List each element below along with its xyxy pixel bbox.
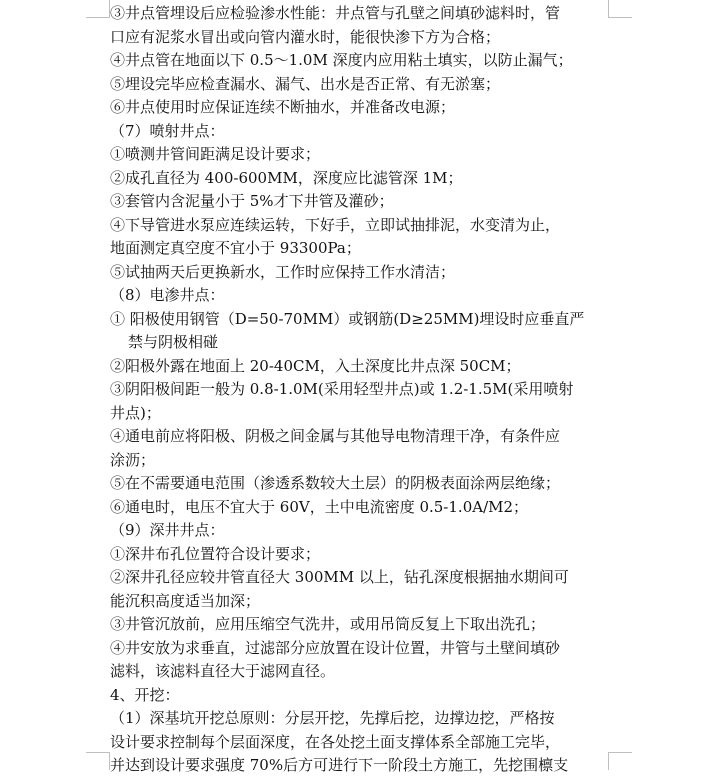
text-line: 滤料，该滤料直径大于滤网直径。 — [110, 662, 336, 680]
text-line: ③井点管埋设后应检验渗水性能：井点管与孔壁之间填砂滤料时，管 — [110, 4, 561, 22]
text-line: ④井点管在地面以下 0.5～1.0M 深度内应用粘土填实，以防止漏气； — [110, 51, 573, 69]
text-line: 井点)； — [110, 403, 161, 422]
text-line: ⑥井点使用时应保证连续不断抽水，并准备改电源； — [110, 98, 456, 116]
text-line: ②成孔直径为 400-600MM，深度应比滤管深 1M； — [110, 168, 463, 187]
text-line: ⑥通电时，电压不宜大于 60V，土中电流密度 0.5-1.0A/M2； — [110, 497, 529, 516]
text-line: ④下导管进水泵应连续运转，下好手，立即试抽排泥，水变清为止， — [110, 215, 561, 234]
section-heading: （9）深井井点： — [110, 521, 225, 539]
text-line: （1）深基坑开挖总原则：分层开挖，先撑后挖，边撑边挖，严格按 — [110, 709, 555, 727]
text-line: 涂沥； — [110, 450, 156, 469]
section-heading: （7）喷射井点： — [110, 121, 225, 140]
crop-mark-top-right — [608, 17, 632, 18]
text-line: 口应有泥浆水冒出或向管内灌水时，能很快渗下方为合格； — [110, 27, 501, 46]
text-line: ③阴阳极间距一般为 0.8-1.0M(采用轻型井点)或 1.2-1.5M(采用喷射 — [110, 380, 574, 398]
text-line: 设计要求控制每个层面深度，在各处挖土面支撑体系全部施工完毕， — [110, 732, 561, 751]
text-line: ②阳极外露在地面上 20-40CM，入土深度比井点深 50CM； — [110, 356, 521, 375]
text-line: ① 阳极使用钢管（D=50-70MM）或钢筋(D≥25MM)埋设时应垂直严 — [110, 309, 585, 328]
text-line: ④通电前应将阳极、阴极之间金属与其他导电物清理干净，有条件应 — [110, 427, 561, 445]
text-line: ①深井布孔位置符合设计要求； — [110, 544, 321, 563]
text-line: 并达到设计要求强度 70%后方可进行下一阶段土方施工，先挖围檩支 — [110, 756, 569, 774]
text-line: 禁与阴极相碰 — [128, 333, 219, 351]
text-line: ⑤在不需要通电范围（渗透系数较大土层）的阴极表面涂两层绝缘； — [110, 474, 561, 492]
text-line: ①喷测井管间距满足设计要求； — [110, 145, 321, 163]
text-line: 地面测定真空度不宜小于 93300Pa； — [110, 239, 361, 257]
text-line: ⑤埋设完毕应检查漏水、漏气、出水是否正常、有无淤塞； — [110, 74, 501, 93]
crop-mark-bottom-left — [86, 752, 110, 753]
text-line: ⑤试抽两天后更换新水，工作时应保持工作水清洁； — [110, 262, 456, 281]
text-line: ④井安放为求垂直，过滤部分应放置在设计位置，井管与土壁间填砂 — [110, 638, 561, 657]
text-line: ③套管内含泥量小于 5%才下井管及灌砂； — [110, 192, 394, 210]
section-heading: （8）电渗井点： — [110, 286, 225, 304]
crop-mark-top-left — [86, 17, 110, 18]
text-line: ③井管沉放前，应用压缩空气洗井，或用吊筒反复上下取出洗孔； — [110, 615, 546, 633]
text-line: 能沉积高度适当加深； — [110, 591, 261, 610]
section-heading: 4、开挖： — [110, 685, 180, 704]
text-line: ②深井孔径应较井管直径大 300MM 以上，钻孔深度根据抽水期间可 — [110, 568, 569, 586]
crop-mark-bottom-right — [608, 752, 632, 753]
document-body — [110, 2, 610, 778]
